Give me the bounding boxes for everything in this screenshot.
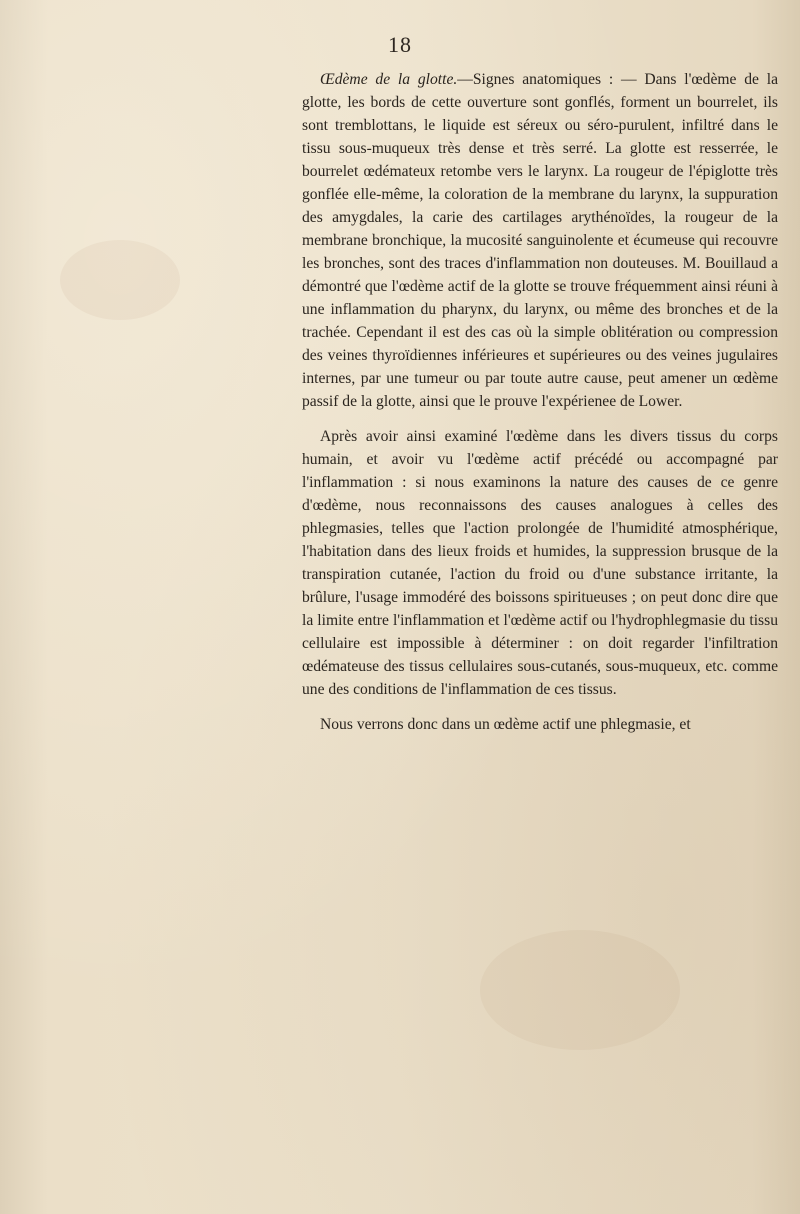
paragraph-causes (302, 425, 778, 701)
paper-stain (480, 930, 680, 1050)
paragraph-conclusion (302, 713, 778, 736)
paragraph-text: Nous verrons donc dans un œdème actif une phlegmasie, et (320, 716, 691, 733)
paragraph-text: —Signes anatomiques : — Dans l'œdème de la glotte, les bords de cette ouverture sont gonflés, forment un bourrelet, ils sont tremblottans, le liquide est séreux ou séro-purulent, infiltré dans le tissu sous-muqueux très dense et très serré. La glotte est resserrée, le bourrelet œdémateux retombe vers le larynx. La rougeur de l'épiglotte très gonflée elle-même, la coloration de la membrane du larynx, la suppuration des amygdales, la carie des cartilages arythénoïdes, la rougeur de la membrane bronchique, la mucosité sanguinolente et écumeuse qui recouvre les bronches, sont des traces d'inflammation non douteuses. M. Bouillaud a démontré que l'œdème actif de la glotte se trouve fréquemment ainsi réuni à une inflammation du pharynx, du larynx, ou même des bronches et de la trachée. Cependant il est des cas où la simple oblitération ou compression des veines thyroïdiennes inférieures et supérieures ou des veines jugulaires internes, par une tumeur ou par toute autre cause, peut amener un œdème passif de la glotte, ainsi que le prouve l'expérienee de Lower. (302, 71, 778, 410)
body-text (302, 68, 778, 748)
paragraph-text: Après avoir ainsi examiné l'œdème dans les divers tissus du corps humain, et avoir vu l'œdème actif précédé ou accompagné par l'inflammation : si nous examinons la nature des causes de ce genre d'œdème, nous reconnaissons des causes analogues à celles des phlegmasies, telles que l'action prolongée de l'humidité atmosphérique, l'habitation dans des lieux froids et humides, la suppression brusque de la transpiration cutanée, l'action du froid ou d'une substance irritante, la brûlure, l'usage immodéré des boissons spiritueuses ; on peut donc dire que la limite entre l'inflammation et l'œdème actif ou l'hydrophlegmasie du tissu cellulaire est impossible à déterminer : on doit regarder l'infiltration œdémateuse des tissus cellulaires sous-cutanés, sous-muqueux, etc. comme une des conditions de l'inflammation de ces tissus. (302, 428, 778, 698)
paper-stain (60, 240, 180, 320)
paragraph-oedeme-glotte (302, 68, 778, 413)
page-number: 18 (388, 32, 412, 57)
section-heading: Œdème de la glotte. (320, 71, 458, 88)
